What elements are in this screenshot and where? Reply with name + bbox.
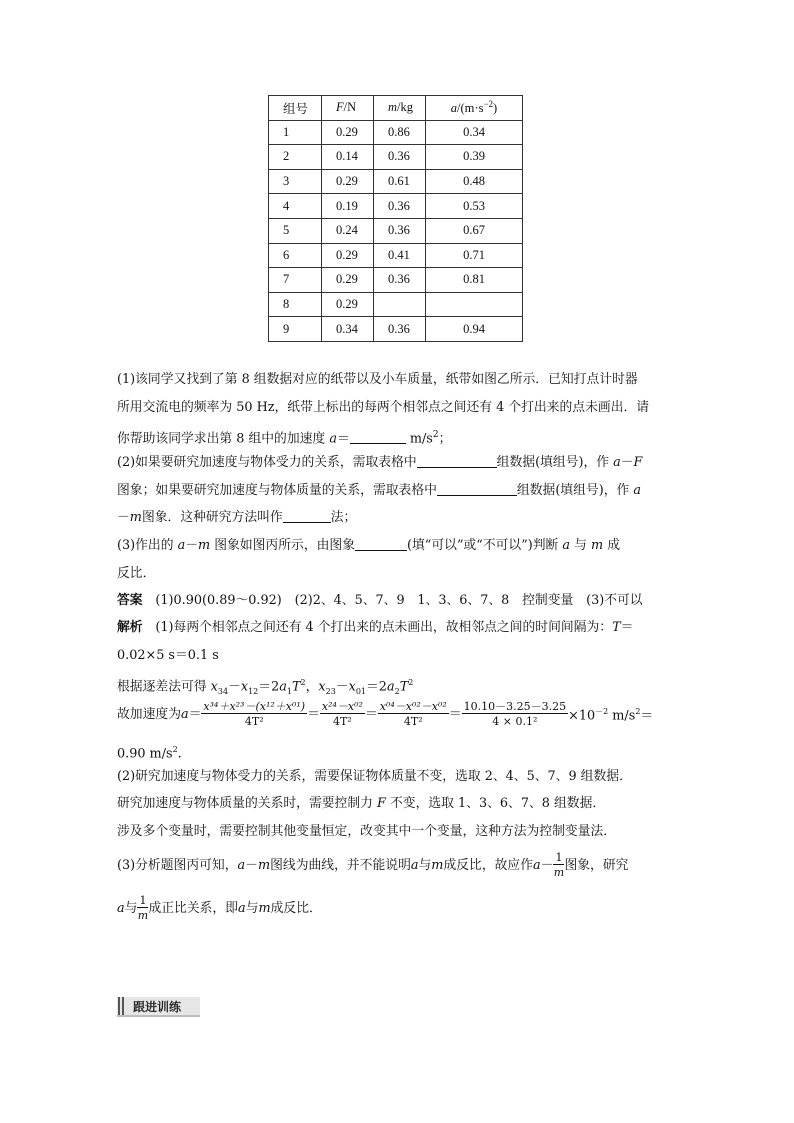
table-row: [269, 169, 523, 194]
fraction-1: $\frac{\text{x³⁴＋x²³－(x¹²＋x⁰¹)}}{\text{4T²}}$: [203, 700, 306, 728]
q2-force-groups-blank[interactable]: [417, 454, 497, 468]
table-row: [269, 145, 523, 170]
answer-line: 答案 (1)0.90(0.89～0.92) (2)2、4、5、7、9 1、3、6、7、8 控制变量 (3)不可以: [117, 593, 643, 608]
cell-force: 0.29: [322, 268, 374, 293]
cell-mass: 0.86: [374, 120, 426, 145]
fraction-4: $\frac{10.10-3.25-3.25}{\text{4 × 0.1²}}$: [463, 700, 567, 728]
analysis-line-7: 研究加速度与物体质量的关系时，需要控制力 F 不变，选取 1、3、6、7、8 组数据．: [117, 796, 606, 811]
section-stripes-icon: [117, 997, 127, 1015]
table-header-row: [269, 96, 523, 121]
cell-mass: 0.36: [374, 218, 426, 243]
q2-line-2: 图象；如果要研究加速度与物体质量的关系，需取表格中 组数据(填组号)，作 a: [117, 483, 641, 498]
cell-force: 0.29: [322, 120, 374, 145]
cell-acceleration: 0.81: [426, 268, 523, 293]
analysis-line-10: a与 $\frac{1}{m}$ 成正比关系，即a与m成反比．: [117, 894, 322, 922]
fraction-3: $\frac{\text{x⁰⁴－x⁰²－x⁰²}}{\text{4T²}}$: [379, 700, 447, 728]
q2-mass-groups-blank[interactable]: [437, 482, 517, 496]
cell-acceleration: 0.94: [426, 317, 523, 342]
section-title: 跟进训练: [133, 1000, 182, 1014]
cell-group: 2: [269, 145, 322, 170]
cell-acceleration: 0.39: [426, 145, 523, 170]
analysis-line-8: 涉及多个变量时，需要控制其他变量恒定，改变其中一个变量，这种方法为控制变量法．: [117, 824, 617, 839]
cell-force: 0.29: [322, 292, 374, 317]
table-row: [269, 292, 523, 317]
analysis-line-1: 解析 (1)每两个相邻点之间还有 4 个打出来的点未画出，故相邻点之间的时间间隔为：T＝: [117, 620, 634, 635]
header-mass: m/kg: [374, 96, 426, 121]
analysis-line-6: (2)研究加速度与物体受力的关系，需要保证物体质量不变，选取 2、4、5、7、9 组数据．: [117, 769, 632, 784]
cell-acceleration: 0.67: [426, 218, 523, 243]
analysis-formula-line: 故加速度为a＝ $\frac{\text{x³⁴＋x²³－(x¹²＋x⁰¹)}}{\text{4T²}}$ ＝ $\frac{\text{x²⁴－x⁰²}}{\text{4T²}}$ ＝ $\frac{\text{x⁰⁴－x⁰²－x⁰²}}{\text{4T²}}$ ＝ $\frac{10.10-3.25-3.25}{\text{4 × 0.1²}}$ $\times 10^{-2}$ $m/s^2=$: [117, 700, 654, 728]
analysis-line-9: (3)分析题图丙可知，a－m图线为曲线，并不能说明a与m成反比，故应作a－ $\frac{1}{m}$ 图象，研究: [117, 851, 629, 879]
cell-mass: 0.36: [374, 268, 426, 293]
cell-mass: 0.36: [374, 194, 426, 219]
analysis-line-3: 根据逐差法可得 $x_{34}-x_{12}=2a_1T^2$，$x_{23}-x_{01}=2a_2T^2$: [117, 678, 414, 696]
cell-force: 0.29: [322, 243, 374, 268]
cell-force: 0.14: [322, 145, 374, 170]
q1-line-1: (1)该同学又找到了第 8 组数据对应的纸带以及小车质量，纸带如图乙所示．已知打点计时器: [117, 372, 638, 387]
cell-group: 3: [269, 169, 322, 194]
cell-group: 7: [269, 268, 322, 293]
cell-acceleration: 0.53: [426, 194, 523, 219]
cell-group: 8: [269, 292, 322, 317]
cell-mass: 0.36: [374, 145, 426, 170]
analysis-line-2: 0.02×5 s＝0.1 s: [117, 648, 219, 663]
q3-line-2: 反比．: [117, 566, 156, 581]
q2-line-3: －m图象．这种研究方法叫作 法；: [117, 510, 357, 525]
cell-mass: 0.61: [374, 169, 426, 194]
cell-group: 5: [269, 218, 322, 243]
cell-force: 0.24: [322, 218, 374, 243]
table-row: [269, 268, 523, 293]
q2-line-1: (2)如果要研究加速度与物体受力的关系，需取表格中 组数据(填组号)，作 a－F: [117, 455, 643, 470]
table-row: [269, 243, 523, 268]
cell-acceleration: 0.48: [426, 169, 523, 194]
header-group: 组号: [269, 96, 322, 121]
q3-line-1: (3)作出的 a－m 图象如图丙所示，由图象 (填“可以”或“不可以”)判断 a 与 m 成: [117, 538, 621, 553]
cell-mass: 0.36: [374, 317, 426, 342]
header-acceleration: $a/(m\cdot s^{-2})$: [426, 96, 523, 121]
header-force: F/N: [322, 96, 374, 121]
answer-label: 答案: [117, 593, 143, 608]
table-row: [269, 120, 523, 145]
cell-mass: 0.41: [374, 243, 426, 268]
table-row: [269, 218, 523, 243]
cell-force: 0.34: [322, 317, 374, 342]
cell-acceleration: 0.71: [426, 243, 523, 268]
q1-line-3: 你帮助该同学求出第 8 组中的加速度 $a= m/s^2$；: [117, 430, 452, 447]
cell-group: 4: [269, 194, 322, 219]
fraction-2: $\frac{\text{x²⁴－x⁰²}}{\text{4T²}}$: [321, 700, 363, 728]
cell-mass: [374, 292, 426, 317]
cell-force: 0.29: [322, 169, 374, 194]
fraction-one-over-m: $\frac{1}{m}$: [553, 851, 565, 879]
section-header-bar: [117, 997, 200, 1017]
data-table: [268, 95, 523, 342]
cell-group: 1: [269, 120, 322, 145]
cell-group: 9: [269, 317, 322, 342]
cell-force: 0.19: [322, 194, 374, 219]
q2-method-blank[interactable]: [283, 509, 331, 523]
table-row: [269, 194, 523, 219]
q1-line-2: 所用交流电的频率为 50 Hz，纸带上标出的每两个相邻点之间还有 4 个打出来的点未画出．请: [117, 400, 650, 415]
analysis-label: 解析: [117, 620, 143, 635]
q1-answer-blank[interactable]: [350, 430, 406, 444]
analysis-line-5: 0.90 $m/s^2$.: [117, 745, 182, 762]
table-row: [269, 317, 523, 342]
cell-acceleration: 0.34: [426, 120, 523, 145]
cell-acceleration: [426, 292, 523, 317]
q3-answer-blank[interactable]: [355, 537, 407, 551]
cell-group: 6: [269, 243, 322, 268]
fraction-one-over-m-2: $\frac{1}{m}$: [137, 894, 149, 922]
